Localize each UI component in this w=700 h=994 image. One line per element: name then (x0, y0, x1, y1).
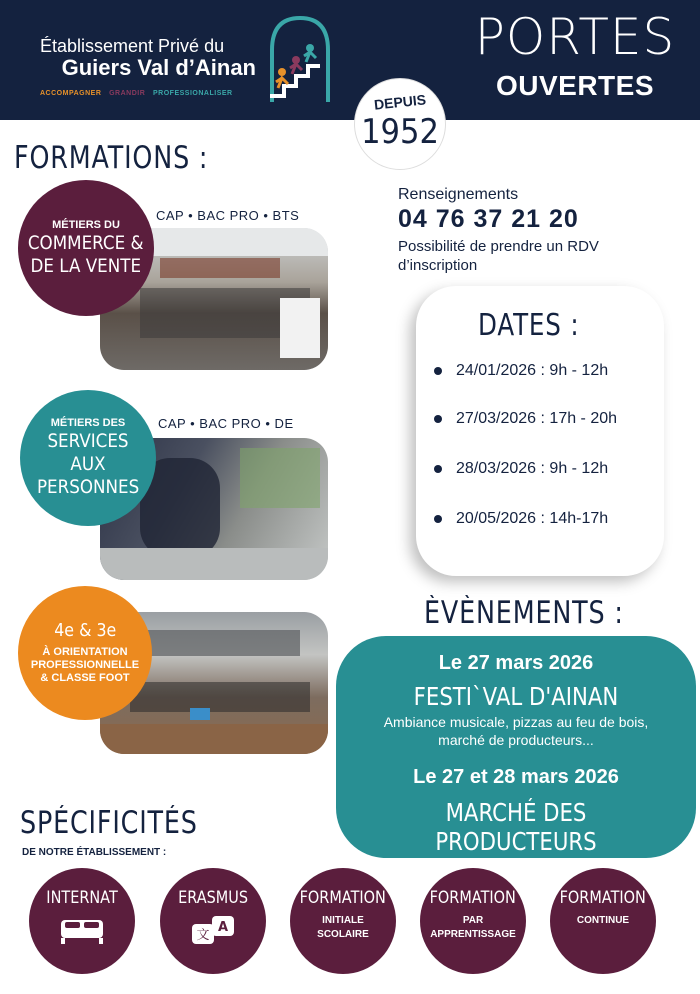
spec-label: FORMATION (299, 888, 387, 908)
tagline-word: ACCOMPAGNER (40, 90, 102, 97)
spec-internat (29, 868, 135, 974)
tagline-word: GRANDIR (109, 90, 146, 97)
date-text: 28/03/2026 : 9h - 12h (456, 460, 609, 477)
date-item (434, 510, 608, 528)
formation-small-label: À ORIENTATION (42, 646, 128, 659)
bullet-icon (434, 367, 442, 375)
spec-label: FORMATION (429, 888, 517, 908)
spec-formation-apprentissage (420, 868, 526, 974)
event1-description: Ambiance musicale, pizzas au feu de bois, (383, 714, 649, 730)
contact-label: Renseignements (398, 186, 519, 203)
contact-note: Possibilité de prendre un RDV d’inscription (398, 238, 599, 274)
formation-big-label: SERVICES AUX (47, 430, 129, 476)
event1-name: FESTI`VAL D'AINAN (413, 682, 619, 711)
event2-date: Le 27 et 28 mars 2026 (413, 766, 619, 788)
school-name-line2: Guiers Val d’Ainan (61, 55, 256, 80)
spec-formation-continue (550, 868, 656, 974)
event1-description: marché de producteurs... (438, 732, 594, 748)
bed-icon (59, 916, 105, 944)
formation-levels: CAP • BAC PRO • BTS (156, 208, 300, 223)
svg-text:A: A (217, 920, 229, 935)
event1-date: Le 27 mars 2026 (438, 652, 594, 674)
formation-big-label: 4e & 3e (53, 620, 117, 642)
formation-circle-services (20, 390, 156, 526)
events-title: ÈVÈNEMENTS : (424, 595, 624, 631)
formations-title: FORMATIONS : (14, 140, 209, 176)
school-tagline: ACCOMPAGNER · GRANDIR · PROFESSIONALISER (40, 90, 233, 97)
dates-title: DATES : (478, 308, 580, 343)
specificites-subtitle: DE NOTRE ÉTABLISSEMENT : (22, 847, 167, 858)
formation-circle-commerce (18, 180, 154, 316)
event2-name: MARCHÉ DES PRODUCTEURS (435, 798, 597, 856)
formation-big-label: COMMERCE & (28, 231, 144, 254)
translate-icon (190, 914, 236, 948)
formation-circle-college (18, 586, 152, 720)
formation-small-label: PROFESSIONNELLE (30, 659, 140, 672)
date-text: 20/05/2026 : 14h-17h (456, 510, 609, 527)
tagline-word: PROFESSIONALISER (153, 90, 233, 97)
spec-sublabel: PAR APPRENTISSAGE (430, 915, 516, 940)
spec-label: FORMATION (559, 888, 647, 908)
since-label: DEPUIS (373, 91, 427, 113)
formation-small-label: & CLASSE FOOT (40, 672, 130, 685)
spec-sublabel: INITIALE SCOLAIRE (317, 915, 369, 940)
date-item (434, 410, 617, 428)
spec-label: ERASMUS (178, 888, 248, 908)
spec-label: INTERNAT (46, 888, 118, 908)
date-item (434, 460, 608, 478)
formation-big-label: DE LA VENTE (30, 254, 142, 277)
svg-text:文: 文 (196, 928, 210, 943)
date-text: 27/03/2026 : 17h - 20h (456, 410, 618, 427)
bullet-icon (434, 515, 442, 523)
bullet-icon (434, 465, 442, 473)
spec-erasmus (160, 868, 266, 974)
spec-formation-initiale (290, 868, 396, 974)
specificites-title: SPÉCIFICITÉS (20, 805, 198, 841)
date-text: 24/01/2026 : 9h - 12h (456, 362, 609, 379)
formation-small-label: MÉTIERS DU (52, 218, 120, 231)
contact-phone[interactable]: 04 76 37 21 20 (398, 205, 579, 233)
bullet-icon (434, 415, 442, 423)
title-portes: PORTES (474, 8, 676, 66)
formation-small-label: MÉTIERS DES (50, 417, 126, 430)
formation-levels: CAP • BAC PRO • DE (158, 416, 294, 431)
school-logo-icon (262, 10, 334, 106)
school-name-line1: Établissement Privé du (40, 36, 225, 56)
formation-big-label: PERSONNES (36, 475, 140, 498)
spec-sublabel: CONTINUE (576, 915, 630, 926)
title-ouvertes: OUVERTES (495, 70, 655, 101)
since-year: 1952 (361, 112, 439, 152)
date-item (434, 362, 608, 380)
